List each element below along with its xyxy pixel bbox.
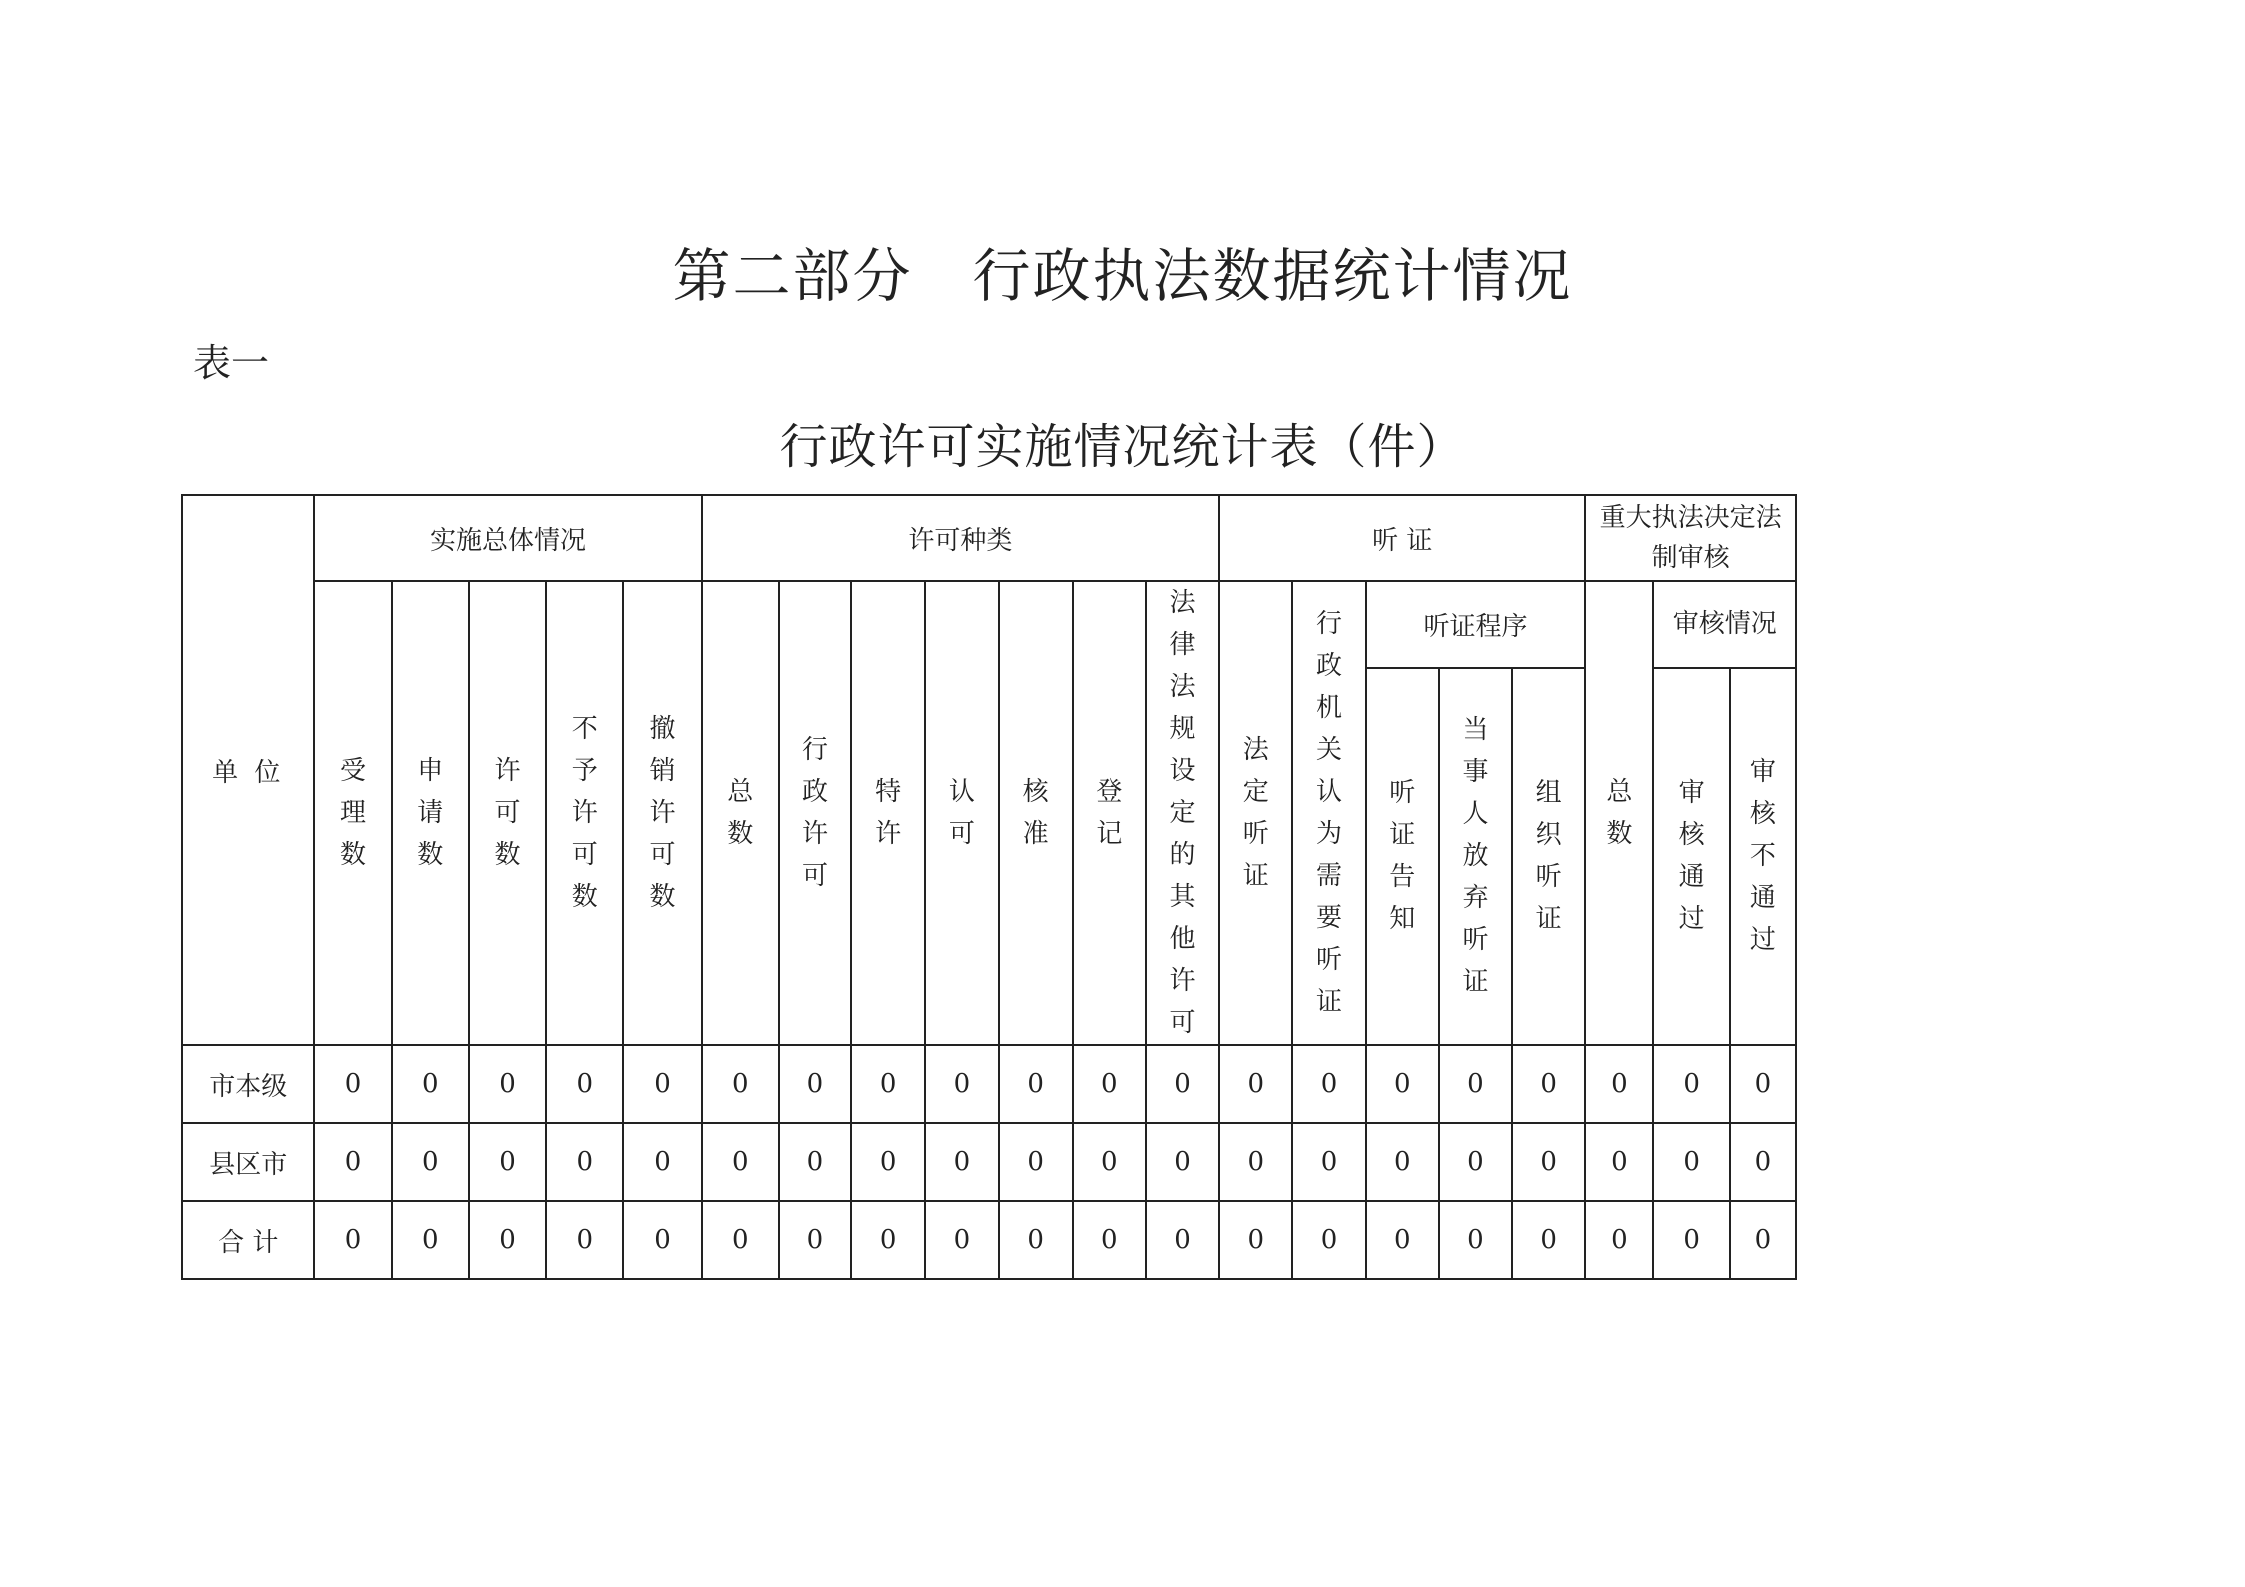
cell: 0 xyxy=(1653,1123,1729,1201)
header-other-statutory-permit: 法律法规设定的其他许可 xyxy=(1146,581,1219,1045)
cell: 0 xyxy=(1366,1123,1439,1201)
cell: 0 xyxy=(1512,1201,1585,1279)
cell: 0 xyxy=(851,1123,925,1201)
cell: 0 xyxy=(702,1123,779,1201)
cell: 0 xyxy=(1146,1123,1219,1201)
cell: 0 xyxy=(469,1201,546,1279)
table-title: 行政许可实施情况统计表（件） xyxy=(779,419,1466,475)
header-recognition: 认可 xyxy=(925,581,998,1045)
cell: 0 xyxy=(392,1201,469,1279)
table-number: 表一 xyxy=(193,341,270,385)
cell: 0 xyxy=(1073,1201,1146,1279)
cell: 0 xyxy=(546,1045,623,1123)
header-hearing-notice: 听证告知 xyxy=(1366,668,1439,1045)
cell: 0 xyxy=(925,1201,998,1279)
cell: 0 xyxy=(999,1123,1073,1201)
table-row xyxy=(182,1045,1796,1123)
header-permitted: 许可数 xyxy=(469,581,546,1045)
cell: 0 xyxy=(623,1201,701,1279)
cell: 0 xyxy=(851,1201,925,1279)
cell: 0 xyxy=(546,1123,623,1201)
cell: 0 xyxy=(779,1201,851,1279)
table-row xyxy=(182,1201,1796,1279)
header-registration: 登记 xyxy=(1073,581,1146,1045)
cell: 0 xyxy=(1219,1045,1292,1123)
header-revoked: 撤销许可数 xyxy=(623,581,701,1045)
cell: 0 xyxy=(469,1123,546,1201)
cell: 0 xyxy=(1730,1123,1796,1201)
header-approval: 核准 xyxy=(999,581,1073,1045)
cell: 0 xyxy=(1585,1045,1653,1123)
row-unit: 县区市 xyxy=(182,1123,314,1201)
header-applied: 申请数 xyxy=(392,581,469,1045)
cell: 0 xyxy=(1439,1201,1512,1279)
cell: 0 xyxy=(1439,1123,1512,1201)
header-franchise: 特许 xyxy=(851,581,925,1045)
cell: 0 xyxy=(1653,1045,1729,1123)
page-title: 第二部分 行政执法数据统计情况 xyxy=(672,242,1573,310)
cell: 0 xyxy=(999,1045,1073,1123)
cell: 0 xyxy=(1730,1045,1796,1123)
cell: 0 xyxy=(1146,1201,1219,1279)
cell: 0 xyxy=(1585,1201,1653,1279)
hearing-group-header: 听 证 xyxy=(1219,495,1585,581)
cell: 0 xyxy=(851,1045,925,1123)
cell: 0 xyxy=(1292,1201,1365,1279)
hearing-procedure-header: 听证程序 xyxy=(1366,581,1586,668)
cell: 0 xyxy=(702,1045,779,1123)
row-unit: 合 计 xyxy=(182,1201,314,1279)
cell: 0 xyxy=(1653,1201,1729,1279)
header-not-permitted: 不予许可数 xyxy=(546,581,623,1045)
cell: 0 xyxy=(314,1123,391,1201)
cell: 0 xyxy=(392,1123,469,1201)
cell: 0 xyxy=(623,1045,701,1123)
cell: 0 xyxy=(1512,1123,1585,1201)
cell: 0 xyxy=(1219,1123,1292,1201)
cell: 0 xyxy=(925,1123,998,1201)
cell: 0 xyxy=(999,1201,1073,1279)
cell: 0 xyxy=(1292,1123,1365,1201)
cell: 0 xyxy=(1073,1045,1146,1123)
header-hearing-organized: 组织听证 xyxy=(1512,668,1585,1045)
cell: 0 xyxy=(392,1045,469,1123)
cell: 0 xyxy=(1730,1201,1796,1279)
permit-statistics-table xyxy=(181,494,1797,1280)
header-review-passed: 审核通过 xyxy=(1653,668,1729,1045)
header-administrative-permit: 行政许可 xyxy=(779,581,851,1045)
header-types-total: 总数 xyxy=(702,581,779,1045)
header-statutory-hearing: 法定听证 xyxy=(1219,581,1292,1045)
header-agency-hearing: 行政机关认为需要听证 xyxy=(1292,581,1365,1045)
cell: 0 xyxy=(1073,1123,1146,1201)
overall-group-header: 实施总体情况 xyxy=(314,495,701,581)
cell: 0 xyxy=(623,1123,701,1201)
header-hearing-waived: 当事人放弃听证 xyxy=(1439,668,1512,1045)
row-unit: 市本级 xyxy=(182,1045,314,1123)
cell: 0 xyxy=(1219,1201,1292,1279)
cell: 0 xyxy=(546,1201,623,1279)
cell: 0 xyxy=(469,1045,546,1123)
header-review-failed: 审核不通过 xyxy=(1730,668,1796,1045)
types-group-header: 许可种类 xyxy=(702,495,1220,581)
table-row xyxy=(182,1123,1796,1201)
review-group-header: 重大执法决定法制审核 xyxy=(1585,495,1796,581)
cell: 0 xyxy=(779,1045,851,1123)
unit-header: 单 位 xyxy=(182,495,314,1045)
cell: 0 xyxy=(1585,1123,1653,1201)
cell: 0 xyxy=(1292,1045,1365,1123)
cell: 0 xyxy=(779,1123,851,1201)
cell: 0 xyxy=(1366,1201,1439,1279)
review-status-header: 审核情况 xyxy=(1653,581,1796,668)
cell: 0 xyxy=(314,1201,391,1279)
cell: 0 xyxy=(702,1201,779,1279)
cell: 0 xyxy=(1146,1045,1219,1123)
cell: 0 xyxy=(1512,1045,1585,1123)
header-review-total: 总数 xyxy=(1585,581,1653,1045)
cell: 0 xyxy=(925,1045,998,1123)
cell: 0 xyxy=(1366,1045,1439,1123)
cell: 0 xyxy=(314,1045,391,1123)
header-accepted: 受理数 xyxy=(314,581,391,1045)
cell: 0 xyxy=(1439,1045,1512,1123)
